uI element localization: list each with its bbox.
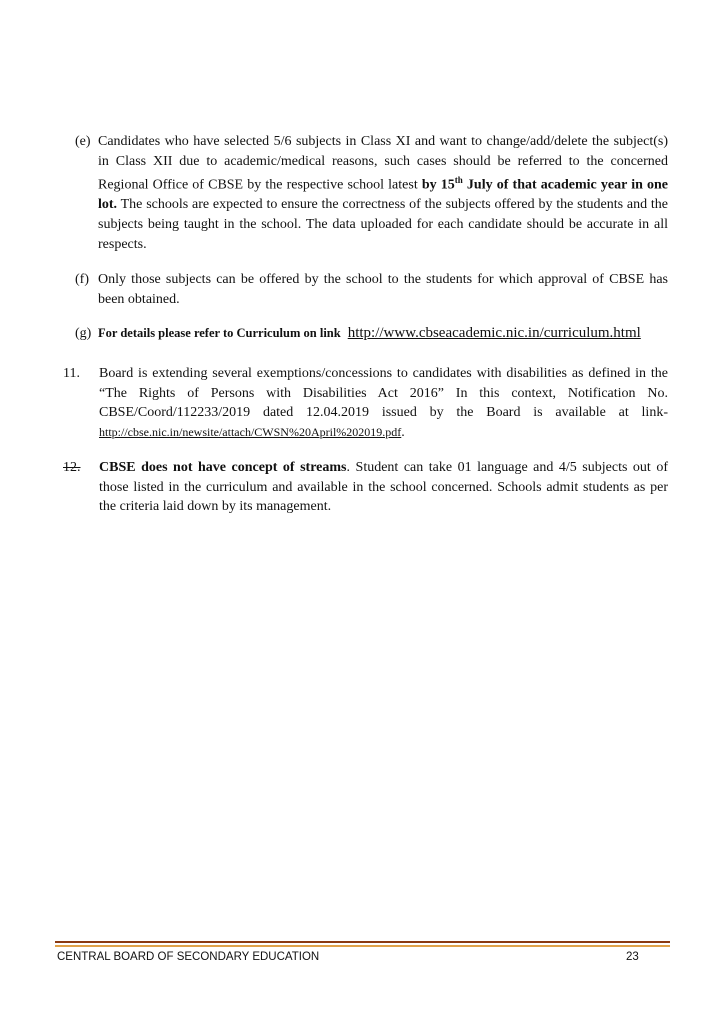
item-trail: . <box>401 424 405 440</box>
clause-body <box>98 132 668 254</box>
streams-heading: CBSE does not have concept of streams <box>99 460 347 475</box>
clause-body: Only those subjects can be offered by the school to the students for which approval of CBSE has been obtained. <box>98 272 668 307</box>
page-number: 23 <box>626 951 639 963</box>
deadline-text: by 15 <box>421 177 455 193</box>
clause-label: (g) <box>75 326 92 341</box>
clause-body <box>98 324 668 344</box>
ordinal-suffix: th <box>454 175 463 186</box>
clause-label: (f) <box>75 272 89 287</box>
item-number: 11. <box>63 366 80 381</box>
item-body <box>99 364 668 442</box>
footer-organization: CENTRAL BOARD OF SECONDARY EDUCATION <box>57 951 320 963</box>
notification-link[interactable]: http://cbse.nic.in/newsite/attach/CWSN%20April%202019.pdf <box>99 424 402 439</box>
footer-rule-light <box>55 945 670 947</box>
item-number: 12. <box>63 460 81 475</box>
item-text: . Student can take 01 language and 4/5 subjects out of those listed in the curriculum and available in the school concerned. Schools admit students as per the criteria laid down by its management. <box>99 460 668 515</box>
clause-text: Candidates who have selected 5/6 subjects in Class XI and want to change/add/delete the subject(s) in Class XII due to academic/medical reasons, such cases should be referred to the concerned Regional Office of CBSE by the respective school latest <box>98 134 668 193</box>
curriculum-link[interactable]: http://www.cbseacademic.nic.in/curriculum.html <box>347 325 641 341</box>
footer-rule-dark <box>55 941 670 943</box>
deadline-text-rest: July of that academic year in one lot. <box>98 177 668 213</box>
clause-label: (e) <box>75 134 91 149</box>
item-text: Board is extending several exemptions/concessions to candidates with disabilities as defined in the “The Rights of Persons with Disabilities Act 2016” In this context, Notification No. CBSE/Coord/112233/2019 dated 12.04.2019 issued by the Board is available at link- <box>99 366 668 421</box>
item-body <box>99 458 668 517</box>
clause-text-rest: The schools are expected to ensure the correctness of the subjects offered by the students and the subjects being taught in the school. The data uploaded for each candidate should be accurate in all respects. <box>98 197 668 252</box>
curriculum-reference-text: For details please refer to Curriculum on link <box>98 326 341 340</box>
